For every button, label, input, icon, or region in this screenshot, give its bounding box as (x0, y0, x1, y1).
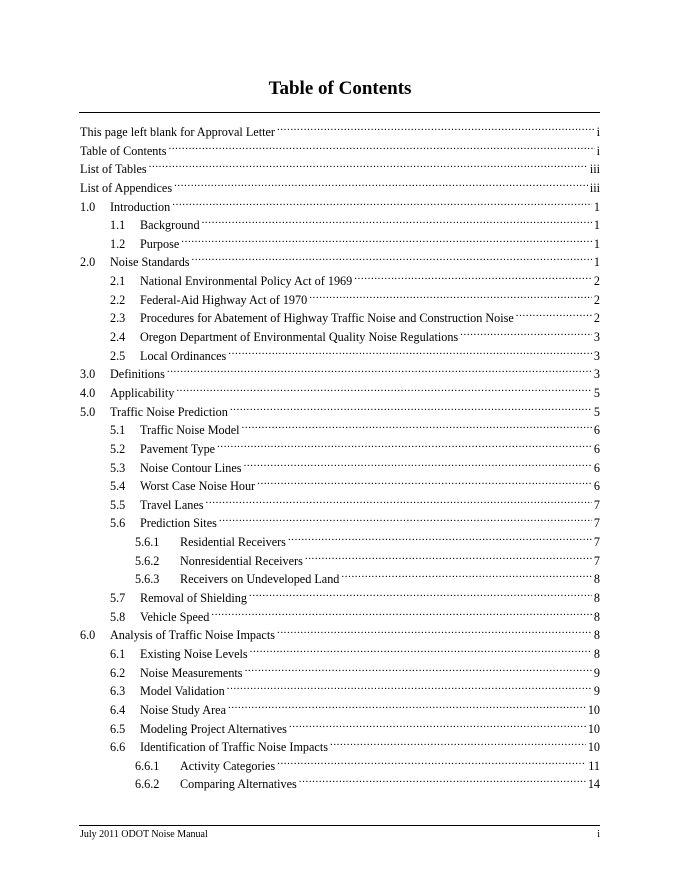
toc-dot-leader (227, 677, 592, 695)
toc-entry-title: This page left blank for Approval Letter (80, 125, 275, 139)
toc-entry-number: 5.1 (110, 423, 126, 438)
toc-entry-page: 10 (587, 721, 600, 736)
toc-entry-number: 2.4 (110, 330, 126, 345)
toc-dot-leader (192, 248, 592, 266)
toc-entry-title: Identification of Traffic Noise Impacts (140, 740, 328, 755)
toc-entry[interactable] (80, 155, 600, 177)
toc-entry-page: 1 (593, 199, 600, 214)
toc-dot-leader (460, 323, 592, 341)
toc-dot-leader (242, 416, 592, 434)
toc-entry-number: 6.6.1 (135, 758, 160, 773)
toc-entry-page: 8 (593, 628, 600, 643)
toc-entry-page: 6 (593, 441, 600, 456)
footer-page-number: i (597, 829, 600, 840)
toc-entry-title: Noise Standards (110, 255, 190, 270)
toc-dot-leader (305, 547, 592, 565)
toc-dot-leader (245, 659, 592, 677)
toc-dot-leader (330, 733, 586, 751)
toc-entry-number: 5.7 (110, 591, 126, 606)
toc-entry-page: 14 (587, 777, 600, 792)
toc-entry-title: Pavement Type (140, 441, 216, 456)
toc-dot-leader (277, 621, 592, 639)
toc-entry-page: 3 (593, 367, 600, 382)
toc-dot-leader (176, 379, 592, 397)
toc-entry-number: 5.0 (80, 404, 96, 419)
toc-entry-title: Noise Study Area (140, 702, 226, 717)
toc-dot-leader (168, 137, 594, 155)
toc-dot-leader (228, 342, 592, 360)
toc-dot-leader (202, 211, 592, 229)
toc-entry-page: 11 (588, 758, 600, 773)
footer-divider (79, 825, 600, 826)
footer-document-label: July 2011 ODOT Noise Manual (80, 829, 208, 840)
toc-dot-leader (181, 230, 592, 248)
toc-entry-page: 1 (593, 218, 600, 233)
toc-dot-leader (172, 193, 592, 211)
toc-entry-title: Analysis of Traffic Noise Impacts (110, 628, 275, 643)
toc-entry-page: iii (589, 162, 600, 177)
toc-entry-title: Model Validation (140, 684, 225, 699)
toc-entry-title: Federal-Aid Highway Act of 1970 (140, 292, 308, 307)
toc-entry-number: 6.2 (110, 665, 126, 680)
toc-entry-title: Residential Receivers (180, 535, 286, 550)
toc-entry-title: Oregon Department of Environmental Quality Noise Regulations (140, 330, 459, 345)
toc-entry-title: Introduction (110, 199, 171, 214)
toc-entry-title: Receivers on Undeveloped Land (180, 572, 340, 587)
toc-dot-leader (288, 528, 592, 546)
toc-entry-page: 7 (593, 553, 600, 568)
toc-entry-page: 7 (593, 535, 600, 550)
toc-entry-number: 5.5 (110, 497, 126, 512)
toc-entry-number: 2.5 (110, 348, 126, 363)
toc-dot-leader (309, 286, 592, 304)
toc-dot-leader (354, 267, 592, 285)
toc-entry-number: 6.0 (80, 628, 96, 643)
toc-entry-number: 6.5 (110, 721, 126, 736)
toc-dot-leader (167, 360, 592, 378)
toc-entry-title: Vehicle Speed (140, 609, 210, 624)
toc-entry-page: 8 (593, 572, 600, 587)
toc-entry-number: 2.3 (110, 311, 126, 326)
toc-entry-title: Prediction Sites (140, 516, 217, 531)
toc-entry-number: 4.0 (80, 385, 96, 400)
toc-entry-number: 2.1 (110, 274, 126, 289)
toc-dot-leader (211, 603, 592, 621)
toc-entry-page: i (596, 125, 600, 139)
toc-dot-leader (228, 696, 586, 714)
toc-entry-page: 1 (593, 236, 600, 251)
toc-entry-number: 6.3 (110, 684, 126, 699)
toc-dot-leader (250, 640, 592, 658)
toc-entry-number: 6.1 (110, 646, 126, 661)
toc-dot-leader (219, 509, 592, 527)
toc-dot-leader (289, 715, 586, 733)
toc-dot-leader (230, 398, 592, 416)
toc-dot-leader (149, 155, 588, 173)
toc-entry-number: 2.0 (80, 255, 96, 270)
toc-dot-leader (206, 491, 592, 509)
toc-entry-title: Existing Noise Levels (140, 646, 248, 661)
toc-entry-title: Noise Contour Lines (140, 460, 242, 475)
toc-entry-number: 5.2 (110, 441, 126, 456)
toc-entry-title: Activity Categories (180, 758, 276, 773)
toc-entry-number: 5.3 (110, 460, 126, 475)
toc-entry-page: 5 (593, 404, 600, 419)
toc-entry-page: 10 (587, 702, 600, 717)
toc-entry-page: 6 (593, 479, 600, 494)
toc-entry-title: Purpose (140, 236, 180, 251)
toc-entry-number: 6.6.2 (135, 777, 160, 792)
toc-entry-title: Traffic Noise Prediction (110, 404, 228, 419)
toc-entry-title: Modeling Project Alternatives (140, 721, 287, 736)
toc-entry-number: 5.4 (110, 479, 126, 494)
toc-entry-title: Applicability (110, 385, 175, 400)
toc-entry-number: 5.6 (110, 516, 126, 531)
toc-entry-page: i (596, 143, 600, 158)
toc-dot-leader (299, 770, 586, 788)
toc-entry-number: 6.4 (110, 702, 126, 717)
toc-dot-leader (249, 584, 592, 602)
toc-entry-page: 2 (593, 292, 600, 307)
toc-entry-title: Background (140, 218, 200, 233)
toc-entry-title: National Environmental Policy Act of 1969 (140, 274, 353, 289)
toc-entry-page: 9 (593, 684, 600, 699)
toc-entry-title: Nonresidential Receivers (180, 553, 303, 568)
toc-entry-page: 8 (593, 609, 600, 624)
toc-dot-leader (217, 435, 592, 453)
toc-entry-number: 5.6.1 (135, 535, 160, 550)
toc-entry-page: 2 (593, 274, 600, 289)
toc-dot-leader (244, 454, 592, 472)
toc-entry-title: List of Tables (80, 162, 147, 177)
toc-entry-page: 1 (593, 255, 600, 270)
toc-entry-number: 2.2 (110, 292, 126, 307)
toc-dot-leader (341, 565, 592, 583)
toc-entry-title: Table of Contents (80, 143, 167, 158)
toc-entry-number: 1.2 (110, 236, 126, 251)
toc-entry[interactable] (80, 118, 600, 137)
toc-entry-title: Worst Case Noise Hour (140, 479, 256, 494)
toc-dot-leader (277, 752, 586, 770)
toc-entry-title: List of Appendices (80, 180, 173, 195)
toc-entry-page: 3 (593, 348, 600, 363)
title-divider (79, 112, 600, 113)
toc-entry-page: 7 (593, 516, 600, 531)
toc-entry-page: 2 (593, 311, 600, 326)
toc-entry-number: 3.0 (80, 367, 96, 382)
toc-entry-title: Definitions (110, 367, 165, 382)
toc-dot-leader (174, 174, 588, 192)
toc-entry-number: 6.6 (110, 740, 126, 755)
toc-entry-page: 7 (593, 497, 600, 512)
toc-entry-page: 3 (593, 330, 600, 345)
toc-entry-number: 5.6.2 (135, 553, 160, 568)
toc-entry[interactable] (80, 174, 600, 193)
toc-entry-page: iii (589, 180, 600, 195)
toc-entry-number: 1.1 (110, 218, 126, 233)
toc-list (80, 118, 600, 792)
page-title: Table of Contents (268, 78, 412, 99)
toc-entry-title: Traffic Noise Model (140, 423, 240, 438)
toc-dot-leader (257, 472, 592, 490)
toc-entry-page: 8 (593, 591, 600, 606)
toc-entry-title: Comparing Alternatives (180, 777, 297, 792)
toc-entry-title: Noise Measurements (140, 665, 243, 680)
toc-entry-page: 5 (593, 385, 600, 400)
toc-entry-title: Local Ordinances (140, 348, 227, 363)
toc-entry-number: 1.0 (80, 199, 96, 214)
toc-entry-title: Travel Lanes (140, 497, 204, 512)
toc-dot-leader (516, 304, 592, 322)
toc-dot-leader (277, 118, 595, 136)
toc-entry-page: 8 (593, 646, 600, 661)
toc-entry-title: Procedures for Abatement of Highway Traffic Noise and Construction Noise (140, 311, 514, 326)
toc-entry-page: 6 (593, 460, 600, 475)
toc-entry-title: Removal of Shielding (140, 591, 247, 606)
toc-entry-number: 5.6.3 (135, 572, 160, 587)
toc-entry-number: 5.8 (110, 609, 126, 624)
toc-entry-page: 6 (593, 423, 600, 438)
toc-entry-page: 10 (587, 740, 600, 755)
toc-entry-page: 9 (593, 665, 600, 680)
